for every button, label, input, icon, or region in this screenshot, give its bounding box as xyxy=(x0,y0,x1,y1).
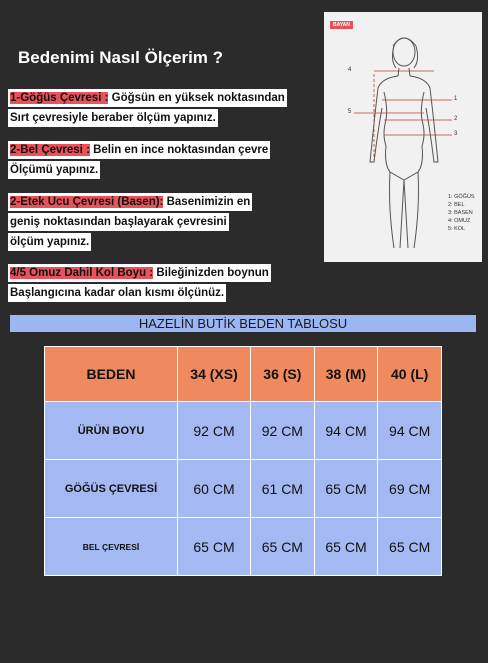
instruction-chest xyxy=(8,89,287,129)
table-cell: 69 CM xyxy=(378,460,442,518)
instruction-arm xyxy=(8,264,271,304)
instruction-text: Bileğinizden boynun xyxy=(156,267,269,279)
table-header-cell: 38 (M) xyxy=(314,347,378,402)
legend-item: 4: OMUZ xyxy=(448,218,471,224)
figure-legend xyxy=(448,193,475,233)
instruction-text: Belin en ince noktasından çevre xyxy=(93,144,269,156)
instruction-label: 1-Göğüs Çevresi : xyxy=(10,92,109,104)
figure-number: 1 xyxy=(454,96,458,102)
table-header-cell: 36 (S) xyxy=(251,347,315,402)
table-cell: 61 CM xyxy=(251,460,315,518)
legend-item: 1: GÖĞÜS xyxy=(448,194,475,200)
instruction-hip xyxy=(8,193,252,253)
table-cell: 94 CM xyxy=(378,402,442,460)
figure-number: 4 xyxy=(348,67,352,73)
instruction-text: Ölçümü yapınız. xyxy=(8,161,100,179)
figure-number: 3 xyxy=(454,131,458,137)
instruction-text: ölçüm yapınız. xyxy=(8,233,91,251)
figure-tag: BAYAN xyxy=(330,21,353,29)
table-cell: 60 CM xyxy=(178,460,251,518)
table-cell: 92 CM xyxy=(251,402,315,460)
instruction-text: Başlangıcına kadar olan kısmı ölçünüz. xyxy=(8,284,226,302)
instruction-label: 4/5 Omuz Dahil Kol Boyu : xyxy=(10,267,154,279)
instruction-text: geniş noktasından başlayarak çevresini xyxy=(8,213,229,231)
table-cell: 65 CM xyxy=(314,518,378,576)
table-row xyxy=(45,460,442,518)
table-cell: 65 CM xyxy=(378,518,442,576)
legend-item: 5: KOL xyxy=(448,226,466,232)
instruction-text: Göğsün en yüksek noktasından xyxy=(111,92,285,104)
table-header-cell: 34 (XS) xyxy=(178,347,251,402)
row-label: GÖĞÜS ÇEVRESİ xyxy=(45,460,178,518)
figure-number: 2 xyxy=(454,116,458,122)
table-cell: 65 CM xyxy=(178,518,251,576)
legend-item: 3: BASEN xyxy=(448,210,473,216)
row-label: ÜRÜN BOYU xyxy=(45,402,178,460)
instruction-label: 2-Bel Çevresi : xyxy=(10,144,90,156)
table-header-cell: 40 (L) xyxy=(378,347,442,402)
body-measurement-figure xyxy=(324,12,482,262)
table-cell: 94 CM xyxy=(314,402,378,460)
legend-item: 2: BEL xyxy=(448,202,465,208)
table-cell: 65 CM xyxy=(251,518,315,576)
instruction-text: Sırt çevresiyle beraber ölçüm yapınız. xyxy=(8,109,218,127)
table-cell: 65 CM xyxy=(314,460,378,518)
table-row xyxy=(45,518,442,576)
size-table-title: HAZELİN BUTİK BEDEN TABLOSU xyxy=(10,315,476,332)
row-label: BEL ÇEVRESİ xyxy=(45,518,178,576)
figure-number: 5 xyxy=(348,109,352,115)
instruction-waist xyxy=(8,141,270,181)
table-header-cell: BEDEN xyxy=(45,347,178,402)
table-cell: 92 CM xyxy=(178,402,251,460)
page-title: Bedenimi Nasıl Ölçerim ? xyxy=(18,48,224,67)
instruction-text: Basenimizin en xyxy=(166,196,251,208)
table-header-row xyxy=(45,347,442,402)
instruction-label: 2-Etek Ucu Çevresi (Basen): xyxy=(10,196,164,208)
table-row xyxy=(45,402,442,460)
size-table xyxy=(44,346,442,576)
